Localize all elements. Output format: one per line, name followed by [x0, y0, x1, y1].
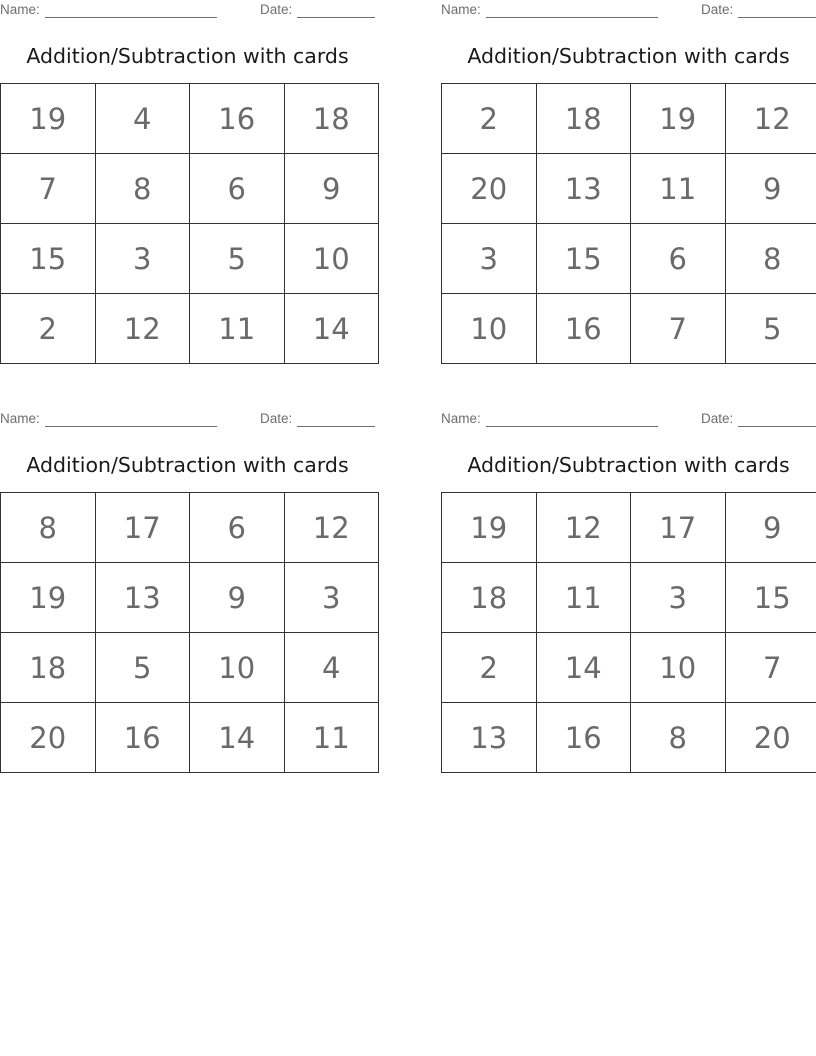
grid-cell: 9 [725, 493, 816, 563]
grid-cell: 11 [536, 563, 631, 633]
grid-cell: 20 [442, 154, 537, 224]
name-field[interactable] [45, 17, 217, 18]
date-label: Date: [701, 411, 734, 426]
number-grid [0, 492, 379, 773]
number-grid [441, 83, 816, 364]
grid-cell: 18 [1, 633, 96, 703]
grid-row [1, 224, 379, 294]
card-title: Addition/Subtraction with cards [467, 44, 790, 68]
name-label: Name: [441, 411, 481, 426]
grid-cell: 5 [190, 224, 285, 294]
name-field[interactable] [486, 426, 658, 427]
grid-cell: 8 [631, 703, 726, 773]
grid-cell: 19 [1, 563, 96, 633]
grid-cell: 8 [95, 154, 190, 224]
grid-row [442, 154, 816, 224]
grid-cell: 3 [284, 563, 379, 633]
grid-cell: 3 [95, 224, 190, 294]
grid-row [1, 633, 379, 703]
grid-cell: 9 [725, 154, 816, 224]
date-label: Date: [260, 411, 293, 426]
grid-cell: 19 [442, 493, 537, 563]
grid-cell: 6 [190, 154, 285, 224]
grid-cell: 4 [95, 84, 190, 154]
grid-cell: 5 [725, 294, 816, 364]
grid-cell: 12 [284, 493, 379, 563]
grid-cell: 11 [190, 294, 285, 364]
grid-row [442, 703, 816, 773]
grid-cell: 18 [442, 563, 537, 633]
number-grid [441, 492, 816, 773]
grid-cell: 15 [536, 224, 631, 294]
number-grid [0, 83, 379, 364]
grid-cell: 8 [725, 224, 816, 294]
date-field[interactable] [297, 426, 375, 427]
date-label: Date: [260, 2, 293, 17]
date-field[interactable] [297, 17, 375, 18]
grid-row [442, 493, 816, 563]
grid-row [1, 294, 379, 364]
grid-row [442, 84, 816, 154]
grid-cell: 12 [95, 294, 190, 364]
grid-cell: 2 [1, 294, 96, 364]
grid-cell: 17 [95, 493, 190, 563]
grid-cell: 16 [190, 84, 285, 154]
grid-cell: 6 [631, 224, 726, 294]
grid-row [442, 294, 816, 364]
grid-cell: 18 [536, 84, 631, 154]
name-label: Name: [0, 2, 40, 17]
grid-row [1, 703, 379, 773]
name-date-header [0, 411, 375, 429]
card-title: Addition/Subtraction with cards [26, 453, 349, 477]
grid-cell: 2 [442, 633, 537, 703]
grid-cell: 13 [536, 154, 631, 224]
date-label: Date: [701, 2, 734, 17]
grid-cell: 16 [536, 294, 631, 364]
grid-cell: 19 [1, 84, 96, 154]
grid-cell: 15 [725, 563, 816, 633]
grid-cell: 7 [725, 633, 816, 703]
name-label: Name: [441, 2, 481, 17]
grid-cell: 18 [284, 84, 379, 154]
grid-cell: 10 [442, 294, 537, 364]
grid-cell: 4 [284, 633, 379, 703]
grid-cell: 3 [631, 563, 726, 633]
grid-cell: 13 [442, 703, 537, 773]
grid-cell: 14 [190, 703, 285, 773]
name-field[interactable] [486, 17, 658, 18]
grid-cell: 12 [725, 84, 816, 154]
grid-row [442, 224, 816, 294]
grid-cell: 20 [1, 703, 96, 773]
grid-cell: 5 [95, 633, 190, 703]
grid-cell: 16 [536, 703, 631, 773]
grid-cell: 10 [190, 633, 285, 703]
name-field[interactable] [45, 426, 217, 427]
grid-row [1, 84, 379, 154]
grid-cell: 13 [95, 563, 190, 633]
name-label: Name: [0, 411, 40, 426]
name-date-header [441, 2, 816, 20]
name-date-header [441, 411, 816, 429]
grid-cell: 3 [442, 224, 537, 294]
grid-row [1, 154, 379, 224]
grid-cell: 7 [1, 154, 96, 224]
grid-row [1, 563, 379, 633]
grid-row [442, 633, 816, 703]
grid-cell: 16 [95, 703, 190, 773]
grid-cell: 20 [725, 703, 816, 773]
grid-cell: 7 [631, 294, 726, 364]
card-title: Addition/Subtraction with cards [467, 453, 790, 477]
grid-cell: 12 [536, 493, 631, 563]
name-date-header [0, 2, 375, 20]
grid-cell: 2 [442, 84, 537, 154]
grid-cell: 10 [284, 224, 379, 294]
card-title: Addition/Subtraction with cards [26, 44, 349, 68]
grid-cell: 14 [536, 633, 631, 703]
grid-row [1, 493, 379, 563]
grid-cell: 15 [1, 224, 96, 294]
date-field[interactable] [738, 17, 816, 18]
grid-row [442, 563, 816, 633]
grid-cell: 11 [284, 703, 379, 773]
grid-cell: 19 [631, 84, 726, 154]
grid-cell: 9 [284, 154, 379, 224]
grid-cell: 8 [1, 493, 96, 563]
grid-cell: 11 [631, 154, 726, 224]
grid-cell: 14 [284, 294, 379, 364]
grid-cell: 17 [631, 493, 726, 563]
date-field[interactable] [738, 426, 816, 427]
grid-cell: 10 [631, 633, 726, 703]
grid-cell: 9 [190, 563, 285, 633]
grid-cell: 6 [190, 493, 285, 563]
